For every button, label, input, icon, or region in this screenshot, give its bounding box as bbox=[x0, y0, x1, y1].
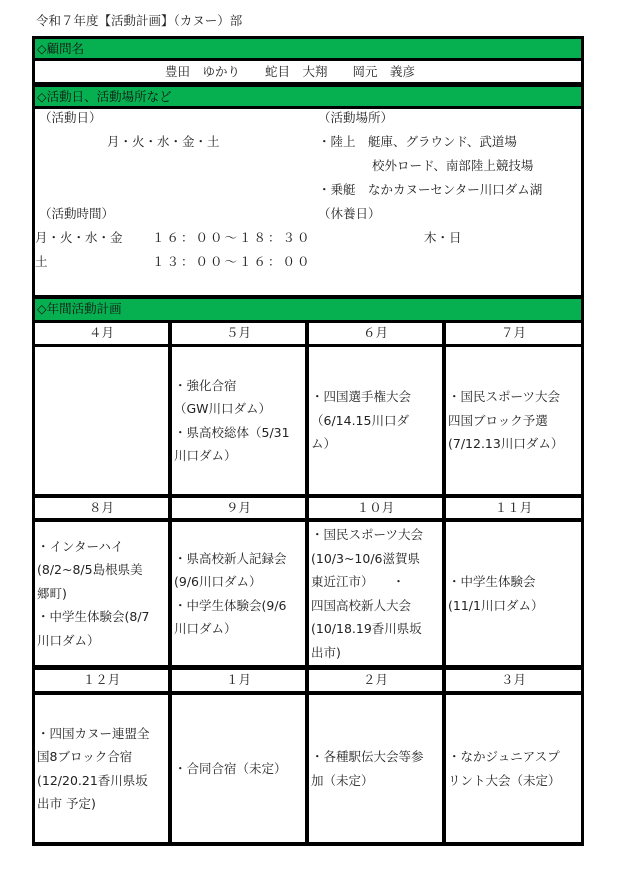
month-header: ４月 bbox=[35, 323, 168, 344]
plan-line: 川口ダム） bbox=[174, 621, 237, 636]
advisors-section-header: ◇顧問名 bbox=[35, 39, 581, 58]
activity-info bbox=[35, 109, 581, 295]
month-plan-cell bbox=[309, 347, 442, 494]
plan-line: 東近江市） ・ bbox=[311, 574, 405, 589]
activity-section-header: ◇活動日、活動場所など bbox=[35, 87, 581, 106]
month-header: １１月 bbox=[446, 498, 581, 518]
advisors-names: 豊田 ゆかり 蛇目 大翔 岡元 義彦 bbox=[165, 64, 416, 79]
plan-line: 郷町) bbox=[37, 585, 67, 601]
rest-label: （休養日） bbox=[318, 206, 381, 221]
plan-line: (7/12.13川口ダム） bbox=[448, 436, 564, 452]
plan-line: 川口ダム） bbox=[174, 448, 237, 463]
plan-line: ム） bbox=[311, 436, 337, 452]
plan-line: 出市 予定) bbox=[37, 796, 96, 811]
plan-line: (10/3~10/6滋賀県 bbox=[311, 550, 420, 566]
days-label: （活動日） bbox=[39, 110, 102, 125]
rest-days: 木・日 bbox=[424, 230, 462, 245]
plan-line: ・国民スポーツ大会 bbox=[311, 527, 424, 542]
place-line: ・乗艇 なかカヌーセンター川口ダム湖 bbox=[318, 182, 543, 197]
plan-line: ・県高校総体（5/31 bbox=[174, 424, 290, 440]
month-header: ６月 bbox=[309, 323, 442, 344]
month-plan-cell bbox=[172, 695, 305, 842]
time-days: 土 bbox=[35, 254, 48, 269]
month-plan-cell bbox=[446, 522, 581, 665]
plan-line: ・四国選手権大会 bbox=[311, 389, 412, 405]
month-header: ９月 bbox=[172, 498, 305, 518]
month-plan-cell bbox=[309, 522, 442, 665]
plan-line: 川口ダム） bbox=[37, 632, 100, 648]
plan-line: (12/20.21香川県坂 bbox=[37, 772, 148, 788]
month-header: ５月 bbox=[172, 323, 305, 344]
plan-line: ・県高校新人記録会 bbox=[174, 550, 287, 566]
plan-line: ・国民スポーツ大会 bbox=[448, 389, 561, 405]
month-header: ２月 bbox=[309, 670, 442, 691]
month-plan-cell bbox=[172, 347, 305, 494]
annual-section-header: ◇年間活動計画 bbox=[35, 299, 581, 320]
plan-line: ・中学生体験会 bbox=[448, 574, 536, 589]
plan-line: (11/1川口ダム） bbox=[448, 597, 544, 613]
plan-line: ・中学生体験会(9/6 bbox=[174, 597, 287, 613]
month-header: ８月 bbox=[35, 498, 168, 518]
month-plan-cell bbox=[35, 347, 168, 494]
plan-line: 四国ブロック予選 bbox=[448, 412, 548, 428]
time-range: １３：００～１６：００ bbox=[152, 254, 312, 269]
plan-line: 出市) bbox=[311, 644, 341, 660]
place-line: ・陸上 艇庫、グラウンド、武道場 bbox=[318, 134, 517, 149]
page-title: 令和７年度【活動計画】（カヌー）部 bbox=[36, 13, 243, 28]
plan-line: (10/18.19香川県坂 bbox=[311, 621, 422, 636]
month-header: １２月 bbox=[35, 670, 168, 691]
plan-line: 四国高校新人大会 bbox=[311, 597, 412, 613]
plan-line: 加（未定） bbox=[311, 772, 374, 788]
month-header: ７月 bbox=[446, 323, 581, 344]
month-header: １月 bbox=[172, 670, 305, 691]
month-header: ３月 bbox=[446, 670, 581, 691]
plan-line: (8/2~8/5島根県美 bbox=[37, 562, 143, 578]
plan-line: (9/6川口ダム） bbox=[174, 574, 262, 589]
month-plan-cell bbox=[35, 522, 168, 665]
plan-line: リント大会（未定） bbox=[448, 772, 561, 788]
plan-line: ・各種駅伝大会等参 bbox=[311, 749, 424, 764]
month-plan-cell bbox=[35, 695, 168, 842]
plan-line: ・強化合宿 bbox=[174, 377, 237, 393]
activity-days: 月・火・水・金・土 bbox=[107, 134, 220, 149]
plan-line: 国8ブロック合宿 bbox=[37, 749, 133, 764]
time-range: １６：００～１８：３０ bbox=[152, 230, 312, 245]
plan-line: ・合同合宿（未定） bbox=[174, 760, 287, 776]
plan-line: ・中学生体験会(8/7 bbox=[37, 609, 150, 625]
plan-line: ・四国カヌー連盟全 bbox=[37, 725, 150, 741]
plan-line: （6/14.15川口ダ bbox=[311, 412, 409, 428]
advisors-row bbox=[35, 61, 581, 82]
time-days: 月・火・水・金 bbox=[35, 230, 123, 245]
time-label: （活動時間） bbox=[39, 206, 115, 221]
month-plan-cell bbox=[446, 347, 581, 494]
month-plan-cell bbox=[446, 695, 581, 842]
place-label: （活動場所） bbox=[318, 110, 394, 125]
place-line: 校外ロード、南部陸上競技場 bbox=[372, 158, 534, 173]
plan-line: （GW川口ダム） bbox=[174, 401, 272, 416]
plan-line: ・インターハイ bbox=[37, 538, 124, 554]
plan-line: ・なかジュニアスプ bbox=[448, 749, 560, 764]
month-header: １０月 bbox=[309, 498, 442, 518]
month-plan-cell bbox=[309, 695, 442, 842]
month-plan-cell bbox=[172, 522, 305, 665]
